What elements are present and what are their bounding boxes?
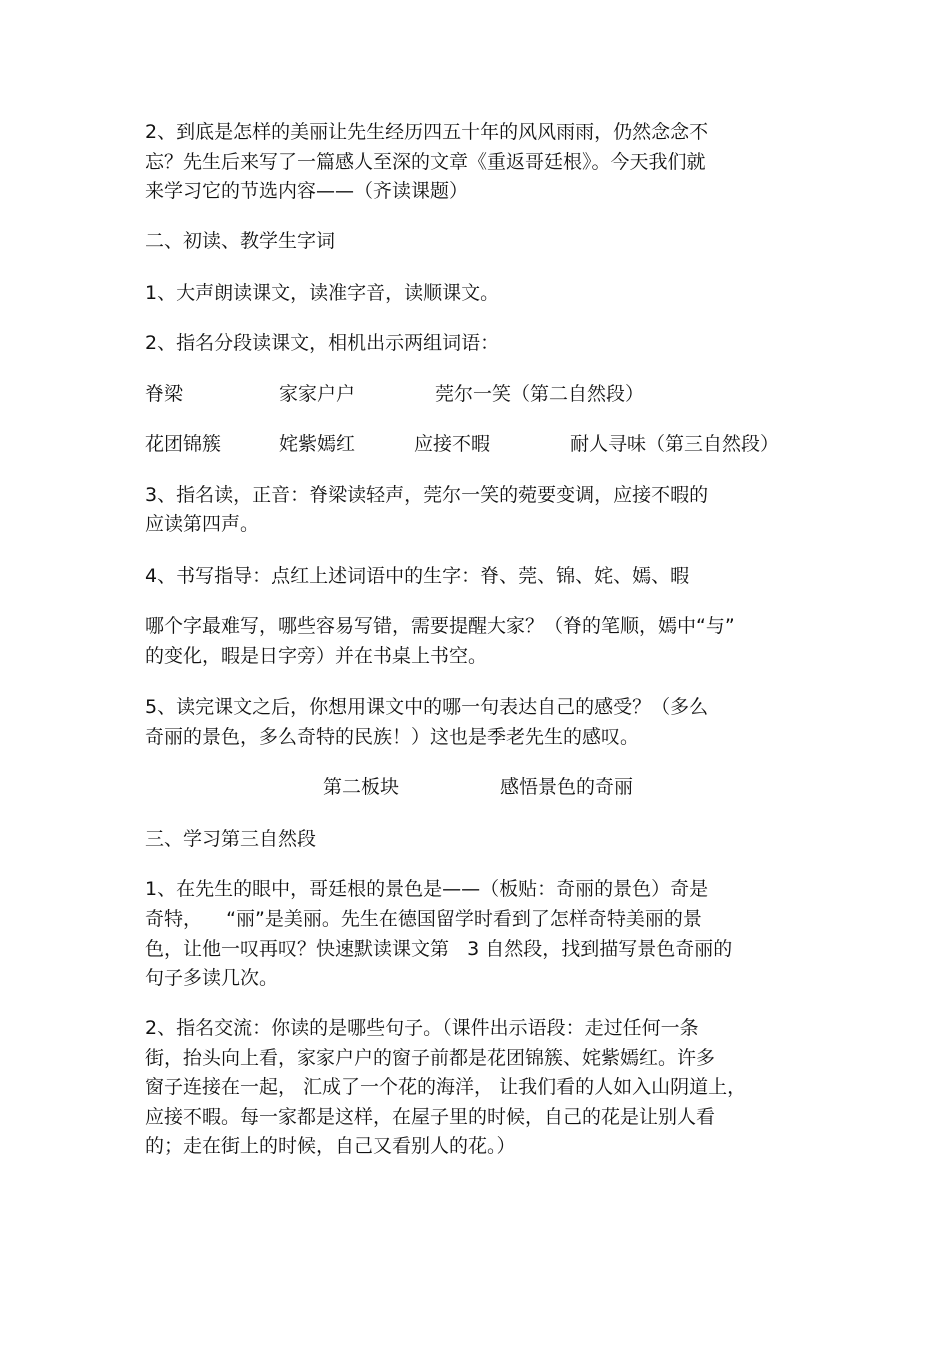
vocab-word: 莞尔一笑（第二自然段） [435,383,645,405]
paragraph-line: 2、到底是怎样的美丽让先生经历四五十年的风风雨雨，仍然念念不 [145,121,709,143]
paragraph-line: 句子多读几次。 [145,967,279,989]
vocab-word: 耐人寻味（第三自然段） [570,433,780,455]
paragraph-line: 街，抬头向上看，家家户户的窗子前都是花团锦簇、姹紫嫣红。许多 [145,1047,716,1069]
paragraph-line: 的；走在街上的时候，自己又看别人的花。） [145,1135,516,1157]
vocab-word: 花团锦簇 [145,433,222,455]
paragraph-line: 应读第四声。 [145,513,260,535]
block-subtitle: 感悟景色的奇丽 [500,776,634,798]
paragraph-line: 来学习它的节选内容——（齐读课题） [145,180,469,202]
paragraph-line: 2、指名分段读课文，相机出示两组词语： [145,332,500,354]
vocab-word: 姹紫嫣红 [279,433,356,455]
section-heading: 二、初读、教学生字词 [145,230,336,252]
paragraph-line: 哪个字最难写，哪些容易写错，需要提醒大家？（脊的笔顺，嫣中“与” [145,615,735,637]
paragraph-line: 窗子连接在一起， 汇成了一个花的海洋， 让我们看的人如入山阴道上， [145,1076,747,1098]
paragraph-line: 5、读完课文之后，你想用课文中的哪一句表达自己的感受？（多么 [145,696,709,718]
paragraph-line: 色，让他一叹再叹？快速默读课文第 3 自然段，找到描写景色奇丽的 [145,938,733,960]
block-title: 第二板块 [323,776,400,798]
paragraph-line: 4、书写指导：点红上述词语中的生字：脊、莞、锦、姹、嫣、暇 [145,565,690,587]
paragraph-line: 3、指名读，正音：脊梁读轻声，莞尔一笑的菀要变调，应接不暇的 [145,484,709,506]
paragraph-line: 的变化，暇是日字旁）并在书桌上书空。 [145,645,488,667]
paragraph-line: 奇丽的景色，多么奇特的民族！）这也是季老先生的感叹。 [145,726,640,748]
paragraph-line: 1、大声朗读课文，读准字音，读顺课文。 [145,282,500,304]
paragraph-line: 奇特， “丽”是美丽。先生在德国留学时看到了怎样奇特美丽的景 [145,908,702,930]
vocab-word: 家家户户 [279,383,356,405]
paragraph-line: 应接不暇。每一家都是这样，在屋子里的时候，自己的花是让别人看 [145,1106,716,1128]
section-heading: 三、学习第三自然段 [145,828,317,850]
vocab-word: 应接不暇 [414,433,491,455]
paragraph-line: 忘？先生后来写了一篇感人至深的文章《重返哥廷根》。今天我们就 [145,151,706,173]
paragraph-line: 1、在先生的眼中，哥廷根的景色是——（板贴：奇丽的景色）奇是 [145,878,709,900]
paragraph-line: 2、指名交流：你读的是哪些句子。（课件出示语段：走过任何一条 [145,1017,699,1039]
vocab-word: 脊梁 [145,383,184,405]
